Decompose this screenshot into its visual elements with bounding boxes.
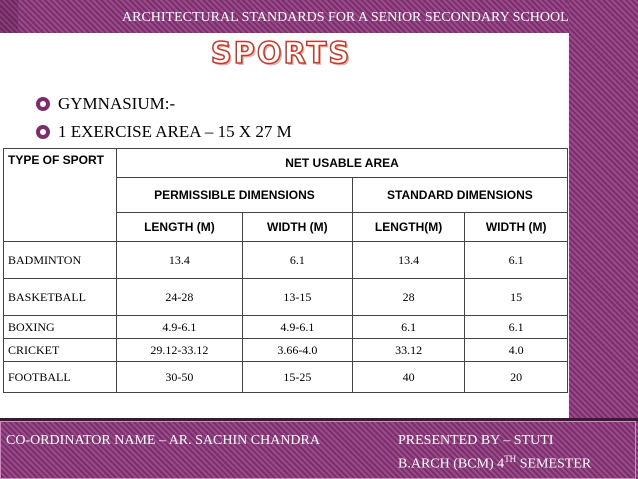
table-cell: 28 (352, 279, 464, 316)
table-cell: 13-15 (242, 279, 352, 316)
course-suffix: SEMESTER (516, 456, 592, 472)
bullet-icon (36, 97, 50, 111)
table-cell: 13.4 (352, 242, 464, 279)
table-row (4, 279, 568, 316)
table-cell: 6.1 (242, 242, 352, 279)
column-header: LENGTH (M) (117, 213, 243, 242)
bullet-item (36, 90, 292, 118)
table-row (4, 339, 568, 362)
column-header: WIDTH (M) (242, 213, 352, 242)
table-cell: 30-50 (117, 362, 243, 393)
table-cell: 15-25 (242, 362, 352, 393)
sports-dimensions-table (3, 148, 568, 393)
table-cell: 40 (352, 362, 464, 393)
table-cell: 3.66-4.0 (242, 339, 352, 362)
slide-title: SPORTS (210, 36, 352, 70)
table-cell: 6.1 (352, 316, 464, 339)
column-header: LENGTH(M) (352, 213, 464, 242)
header-title: ARCHITECTURAL STANDARDS FOR A SENIOR SECONDARY SCHOOL (122, 10, 569, 25)
sport-name: BOXING (4, 316, 117, 339)
table-cell: 6.1 (465, 316, 568, 339)
sport-name: BASKETBALL (4, 279, 117, 316)
table-cell: 29.12-33.12 (117, 339, 243, 362)
table-cell: 4.0 (465, 339, 568, 362)
coordinator-name: CO-ORDINATOR NAME – AR. SACHIN CHANDRA (6, 433, 320, 448)
bullet-text: 1 EXERCISE AREA – 15 X 27 M (58, 122, 292, 141)
net-usable-area-header: NET USABLE AREA (117, 149, 568, 178)
right-decor-band (569, 0, 638, 479)
table-cell: 15 (465, 279, 568, 316)
table-cell: 6.1 (465, 242, 568, 279)
table-header-row (4, 149, 568, 178)
standard-dimensions-header: STANDARD DIMENSIONS (352, 178, 567, 213)
column-header: WIDTH (M) (465, 213, 568, 242)
sport-name: BADMINTON (4, 242, 117, 279)
course-semester (398, 454, 591, 473)
bullet-text: GYMNASIUM:- (58, 94, 176, 113)
table-cell: 24-28 (117, 279, 243, 316)
bullet-icon (36, 125, 50, 139)
table-row (4, 316, 568, 339)
table-cell: 4.9-6.1 (117, 316, 243, 339)
sport-name: CRICKET (4, 339, 117, 362)
table-cell: 13.4 (117, 242, 243, 279)
permissible-dimensions-header: PERMISSIBLE DIMENSIONS (117, 178, 353, 213)
table-cell: 4.9-6.1 (242, 316, 352, 339)
type-of-sport-header: TYPE OF SPORT (4, 149, 117, 242)
sport-name: FOOTBALL (4, 362, 117, 393)
table-cell: 20 (465, 362, 568, 393)
bullet-item (36, 118, 292, 146)
table-row (4, 242, 568, 279)
presented-by: PRESENTED BY – STUTI (398, 433, 554, 448)
bullet-list (36, 90, 292, 146)
course-prefix: B.ARCH (BCM) 4 (398, 456, 505, 472)
table-row (4, 362, 568, 393)
course-superscript: TH (504, 454, 517, 464)
table-cell: 33.12 (352, 339, 464, 362)
